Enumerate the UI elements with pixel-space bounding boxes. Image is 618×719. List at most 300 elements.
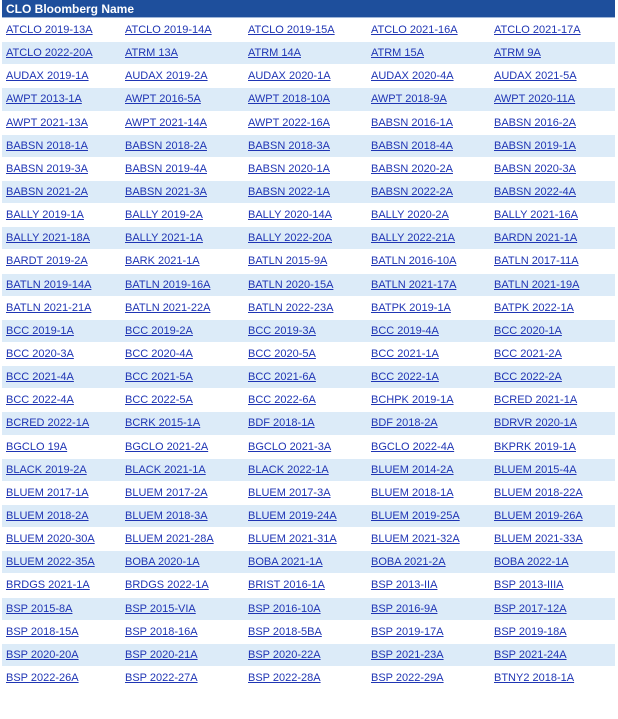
table-cell xyxy=(121,180,244,203)
table-cell xyxy=(490,227,615,250)
table-row xyxy=(2,481,615,504)
table-row xyxy=(2,666,615,689)
clo-name-link[interactable]: BLUEM 2019-25A xyxy=(371,510,460,523)
table-cell xyxy=(121,134,244,157)
table-cell xyxy=(367,412,490,435)
clo-name-link[interactable]: BLUEM 2021-31A xyxy=(248,533,337,546)
table-cell xyxy=(2,296,121,319)
table-cell xyxy=(244,250,367,273)
table-cell xyxy=(121,620,244,643)
table-cell xyxy=(2,366,121,389)
clo-name-link[interactable]: BALLY 2021-1A xyxy=(125,232,203,245)
clo-name-link[interactable]: BOBA 2020-1A xyxy=(125,556,200,569)
table-cell xyxy=(121,157,244,180)
clo-name-link[interactable]: BALLY 2019-2A xyxy=(125,209,203,222)
clo-name-link[interactable]: BLUEM 2021-28A xyxy=(125,533,214,546)
table-cell xyxy=(121,204,244,227)
table-cell xyxy=(490,296,615,319)
clo-name-link[interactable]: BLUEM 2015-4A xyxy=(494,463,577,476)
table-row xyxy=(2,574,615,597)
table-cell xyxy=(490,435,615,458)
table-cell xyxy=(244,273,367,296)
clo-name-link[interactable]: BSP 2020-21A xyxy=(125,648,198,661)
table-cell xyxy=(367,227,490,250)
clo-name-link[interactable]: BOBA 2021-2A xyxy=(371,556,446,569)
table-cell xyxy=(121,342,244,365)
table-cell xyxy=(244,342,367,365)
clo-name-link[interactable]: BCC 2019-1A xyxy=(6,324,74,337)
clo-name-link[interactable]: BATLN 2021-22A xyxy=(125,301,211,314)
clo-name-link[interactable]: BLUEM 2018-22A xyxy=(494,486,583,499)
table-cell xyxy=(367,111,490,134)
clo-name-link[interactable]: BSP 2022-26A xyxy=(6,672,79,684)
clo-name-link[interactable]: BDF 2018-1A xyxy=(248,417,315,430)
clo-name-link[interactable]: BGCLO 19A xyxy=(6,440,68,453)
clo-name-link[interactable]: AWPT 2022-16A xyxy=(248,116,330,129)
table-cell xyxy=(244,458,367,481)
table-cell xyxy=(244,88,367,111)
clo-name-link[interactable]: BRIST 2016-1A xyxy=(248,579,325,592)
clo-name-table xyxy=(2,18,615,690)
table-row xyxy=(2,134,615,157)
clo-name-link[interactable]: BABSN 2020-1A xyxy=(248,162,330,175)
table-cell xyxy=(490,157,615,180)
table-cell xyxy=(367,250,490,273)
clo-name-link[interactable]: BLUEM 2020-30A xyxy=(6,533,95,546)
clo-name-link[interactable]: ATRM 9A xyxy=(494,47,541,60)
clo-name-link[interactable]: BSP 2013-IIIA xyxy=(494,579,564,592)
table-cell xyxy=(244,551,367,574)
clo-name-link[interactable]: BSP 2021-23A xyxy=(371,648,444,661)
clo-name-link[interactable]: BCC 2020-1A xyxy=(494,324,562,337)
clo-name-link[interactable]: BLUEM 2021-32A xyxy=(371,533,460,546)
table-cell xyxy=(367,620,490,643)
table-cell xyxy=(121,111,244,134)
table-row xyxy=(2,296,615,319)
table-cell xyxy=(244,528,367,551)
clo-name-link[interactable]: BCC 2021-2A xyxy=(494,348,562,361)
table-cell xyxy=(121,504,244,527)
table-cell xyxy=(490,19,615,42)
clo-name-link[interactable]: BATLN 2020-15A xyxy=(248,278,334,291)
table-cell xyxy=(2,88,121,111)
table-cell xyxy=(121,88,244,111)
table-row xyxy=(2,620,615,643)
table-cell xyxy=(490,643,615,666)
clo-name-link[interactable]: AUDAX 2020-4A xyxy=(371,70,454,83)
table-cell xyxy=(244,597,367,620)
clo-name-link[interactable]: BLACK 2019-2A xyxy=(6,463,87,476)
clo-name-link[interactable]: BATLN 2019-14A xyxy=(6,278,92,291)
clo-name-link[interactable]: BABSN 2019-1A xyxy=(494,139,576,152)
clo-name-link[interactable]: BSP 2018-5BA xyxy=(248,625,322,638)
clo-name-link[interactable]: BALLY 2020-2A xyxy=(371,209,449,222)
table-cell xyxy=(490,666,615,689)
table-cell xyxy=(121,296,244,319)
table-cell xyxy=(244,65,367,88)
table-cell xyxy=(490,366,615,389)
clo-name-link[interactable]: AWPT 2016-5A xyxy=(125,93,201,106)
clo-name-link[interactable]: BSP 2022-27A xyxy=(125,672,198,684)
table-cell xyxy=(367,65,490,88)
clo-name-link[interactable]: BLUEM 2019-26A xyxy=(494,510,583,523)
clo-name-link[interactable]: BSP 2020-20A xyxy=(6,648,79,661)
clo-name-link[interactable]: BATLN 2017-11A xyxy=(494,255,579,268)
clo-name-link[interactable]: BCC 2021-1A xyxy=(371,348,439,361)
table-cell xyxy=(2,342,121,365)
clo-name-link[interactable]: BABSN 2022-4A xyxy=(494,186,576,199)
clo-name-link[interactable]: BATLN 2021-17A xyxy=(371,278,457,291)
table-row xyxy=(2,366,615,389)
table-cell xyxy=(490,528,615,551)
table-row xyxy=(2,643,615,666)
clo-name-link[interactable]: BCC 2022-4A xyxy=(6,394,74,407)
table-cell xyxy=(244,319,367,342)
table-cell xyxy=(367,319,490,342)
table-cell xyxy=(121,412,244,435)
table-cell xyxy=(367,42,490,65)
clo-name-link[interactable]: BOBA 2022-1A xyxy=(494,556,569,569)
clo-name-link[interactable]: BALLY 2021-16A xyxy=(494,209,578,222)
clo-name-link[interactable]: BABSN 2019-3A xyxy=(6,162,88,175)
clo-name-link[interactable]: BSP 2015-VIA xyxy=(125,602,196,615)
table-cell xyxy=(367,296,490,319)
table-row xyxy=(2,65,615,88)
table-cell xyxy=(490,65,615,88)
clo-name-link[interactable]: BKPRK 2019-1A xyxy=(494,440,576,453)
table-row xyxy=(2,111,615,134)
table-cell xyxy=(121,551,244,574)
clo-name-link[interactable]: BCC 2020-5A xyxy=(248,348,316,361)
table-cell xyxy=(244,134,367,157)
clo-name-link[interactable]: BCC 2020-3A xyxy=(6,348,74,361)
clo-name-link[interactable]: BALLY 2022-21A xyxy=(371,232,455,245)
table-cell xyxy=(121,227,244,250)
clo-name-link[interactable]: BCC 2022-5A xyxy=(125,394,193,407)
table-cell xyxy=(2,157,121,180)
table-cell xyxy=(244,42,367,65)
table-cell xyxy=(2,574,121,597)
table-cell xyxy=(121,481,244,504)
clo-name-link[interactable]: BABSN 2016-1A xyxy=(371,116,453,129)
clo-name-link[interactable]: BABSN 2018-2A xyxy=(125,139,207,152)
clo-name-link[interactable]: BSP 2022-28A xyxy=(248,672,321,684)
clo-name-link[interactable]: AWPT 2018-10A xyxy=(248,93,330,106)
clo-name-link[interactable]: BLACK 2021-1A xyxy=(125,463,206,476)
table-cell xyxy=(2,42,121,65)
table-cell xyxy=(244,227,367,250)
clo-name-link[interactable]: BSP 2015-8A xyxy=(6,602,73,615)
clo-table-container xyxy=(2,0,615,690)
clo-name-link[interactable]: BSP 2016-10A xyxy=(248,602,321,615)
table-cell xyxy=(367,180,490,203)
table-cell xyxy=(367,389,490,412)
clo-name-link[interactable]: BALLY 2019-1A xyxy=(6,209,84,222)
clo-name-link[interactable]: BLUEM 2017-2A xyxy=(125,486,208,499)
clo-name-link[interactable]: ATCLO 2019-13A xyxy=(6,24,93,37)
table-cell xyxy=(367,204,490,227)
clo-name-link[interactable]: BSP 2019-17A xyxy=(371,625,444,638)
table-cell xyxy=(490,273,615,296)
table-cell xyxy=(367,458,490,481)
clo-name-link[interactable]: BSP 2016-9A xyxy=(371,602,438,615)
clo-name-link[interactable]: BSP 2018-15A xyxy=(6,625,79,638)
clo-name-link[interactable]: BSP 2022-29A xyxy=(371,672,444,684)
table-header: CLO Bloomberg Name xyxy=(2,0,615,18)
clo-name-link[interactable]: BRDGS 2022-1A xyxy=(125,579,209,592)
clo-name-link[interactable]: BATLN 2021-21A xyxy=(6,301,92,314)
table-cell xyxy=(2,666,121,689)
clo-name-link[interactable]: BCC 2021-4A xyxy=(6,371,74,384)
clo-name-link[interactable]: BATPK 2019-1A xyxy=(371,301,451,314)
table-cell xyxy=(490,134,615,157)
clo-name-link[interactable]: BATLN 2022-23A xyxy=(248,301,334,314)
table-cell xyxy=(244,481,367,504)
clo-name-link[interactable]: ATRM 13A xyxy=(125,47,178,60)
clo-name-link[interactable]: BSP 2013-IIA xyxy=(371,579,438,592)
table-cell xyxy=(367,528,490,551)
clo-name-link[interactable]: AUDAX 2020-1A xyxy=(248,70,331,83)
table-cell xyxy=(244,643,367,666)
table-body xyxy=(2,19,615,690)
table-cell xyxy=(2,180,121,203)
table-row xyxy=(2,319,615,342)
clo-name-link[interactable]: BARDT 2019-2A xyxy=(6,255,88,268)
clo-name-link[interactable]: BTNY2 2018-1A xyxy=(494,672,575,684)
table-cell xyxy=(2,620,121,643)
clo-name-link[interactable]: BLACK 2022-1A xyxy=(248,463,329,476)
clo-name-link[interactable]: BATPK 2022-1A xyxy=(494,301,574,314)
table-row xyxy=(2,458,615,481)
clo-name-link[interactable]: BRDGS 2021-1A xyxy=(6,579,90,592)
table-cell xyxy=(490,111,615,134)
table-cell xyxy=(490,412,615,435)
table-cell xyxy=(2,551,121,574)
table-row xyxy=(2,389,615,412)
clo-name-link[interactable]: BABSN 2022-1A xyxy=(248,186,330,199)
table-cell xyxy=(367,88,490,111)
table-cell xyxy=(490,342,615,365)
table-cell xyxy=(121,250,244,273)
clo-name-link[interactable]: BOBA 2021-1A xyxy=(248,556,323,569)
clo-name-link[interactable]: BCC 2022-1A xyxy=(371,371,439,384)
table-cell xyxy=(2,643,121,666)
table-cell xyxy=(367,551,490,574)
clo-name-link[interactable]: BARDN 2021-1A xyxy=(494,232,578,245)
clo-name-link[interactable]: BCHPK 2019-1A xyxy=(371,394,454,407)
table-cell xyxy=(490,88,615,111)
table-cell xyxy=(244,435,367,458)
clo-name-link[interactable]: BALLY 2021-18A xyxy=(6,232,90,245)
clo-name-link[interactable]: BALLY 2020-14A xyxy=(248,209,332,222)
clo-name-link[interactable]: BCC 2022-6A xyxy=(248,394,316,407)
clo-name-link[interactable]: BARK 2021-1A xyxy=(125,255,200,268)
table-cell xyxy=(244,620,367,643)
clo-name-link[interactable]: BDF 2018-2A xyxy=(371,417,438,430)
clo-name-link[interactable]: BLUEM 2014-2A xyxy=(371,463,454,476)
clo-name-link[interactable]: BATLN 2015-9A xyxy=(248,255,328,268)
table-row xyxy=(2,227,615,250)
table-cell xyxy=(490,319,615,342)
table-cell xyxy=(2,319,121,342)
table-cell xyxy=(490,551,615,574)
clo-name-link[interactable]: BGCLO 2022-4A xyxy=(371,440,455,453)
clo-name-link[interactable]: BLUEM 2021-33A xyxy=(494,533,583,546)
table-cell xyxy=(121,19,244,42)
table-row xyxy=(2,435,615,458)
clo-name-link[interactable]: BALLY 2022-20A xyxy=(248,232,332,245)
table-cell xyxy=(2,597,121,620)
clo-name-link[interactable]: BSP 2021-24A xyxy=(494,648,567,661)
table-cell xyxy=(490,204,615,227)
table-cell xyxy=(244,157,367,180)
clo-name-link[interactable]: BABSN 2020-2A xyxy=(371,162,453,175)
clo-name-link[interactable]: BGCLO 2021-3A xyxy=(248,440,332,453)
clo-name-link[interactable]: BABSN 2020-3A xyxy=(494,162,576,175)
clo-name-link[interactable]: BLUEM 2018-3A xyxy=(125,510,208,523)
table-row xyxy=(2,412,615,435)
clo-name-link[interactable]: BABSN 2018-4A xyxy=(371,139,453,152)
clo-name-link[interactable]: BCRED 2022-1A xyxy=(6,417,90,430)
table-cell xyxy=(490,389,615,412)
table-cell xyxy=(367,597,490,620)
clo-name-link[interactable]: BDRVR 2020-1A xyxy=(494,417,577,430)
clo-name-link[interactable]: BCC 2021-5A xyxy=(125,371,193,384)
table-cell xyxy=(367,504,490,527)
clo-name-link[interactable]: BATLN 2016-10A xyxy=(371,255,457,268)
clo-name-link[interactable]: AWPT 2020-11A xyxy=(494,93,576,106)
clo-name-link[interactable]: BCRK 2015-1A xyxy=(125,417,201,430)
clo-name-link[interactable]: BATLN 2019-16A xyxy=(125,278,211,291)
clo-name-link[interactable]: AUDAX 2019-2A xyxy=(125,70,208,83)
clo-name-link[interactable]: BABSN 2016-2A xyxy=(494,116,576,129)
clo-name-link[interactable]: BGCLO 2021-2A xyxy=(125,440,209,453)
clo-name-link[interactable]: BABSN 2021-3A xyxy=(125,186,207,199)
table-cell xyxy=(2,134,121,157)
table-cell xyxy=(244,389,367,412)
table-cell xyxy=(121,643,244,666)
clo-name-link[interactable]: BSP 2020-22A xyxy=(248,648,321,661)
clo-name-link[interactable]: BCC 2019-3A xyxy=(248,324,316,337)
table-cell xyxy=(121,389,244,412)
table-cell xyxy=(2,412,121,435)
table-row xyxy=(2,180,615,203)
table-cell xyxy=(2,273,121,296)
clo-name-link[interactable]: BLUEM 2018-1A xyxy=(371,486,454,499)
clo-name-link[interactable]: ATCLO 2021-17A xyxy=(494,24,581,37)
table-cell xyxy=(367,342,490,365)
table-cell xyxy=(2,504,121,527)
table-cell xyxy=(2,250,121,273)
clo-name-link[interactable]: ATCLO 2022-20A xyxy=(6,47,93,60)
table-cell xyxy=(2,528,121,551)
table-cell xyxy=(2,227,121,250)
table-cell xyxy=(121,597,244,620)
clo-name-link[interactable]: AWPT 2018-9A xyxy=(371,93,447,106)
table-row xyxy=(2,204,615,227)
clo-name-link[interactable]: BCRED 2021-1A xyxy=(494,394,578,407)
table-cell xyxy=(490,180,615,203)
table-cell xyxy=(244,504,367,527)
table-cell xyxy=(244,111,367,134)
table-cell xyxy=(367,666,490,689)
table-row xyxy=(2,273,615,296)
table-cell xyxy=(490,481,615,504)
table-cell xyxy=(2,204,121,227)
clo-name-link[interactable]: AUDAX 2019-1A xyxy=(6,70,89,83)
clo-name-link[interactable]: BSP 2017-12A xyxy=(494,602,567,615)
table-row xyxy=(2,19,615,42)
clo-name-link[interactable]: BCC 2022-2A xyxy=(494,371,562,384)
table-cell xyxy=(244,296,367,319)
table-cell xyxy=(2,481,121,504)
table-cell xyxy=(244,204,367,227)
table-cell xyxy=(121,458,244,481)
table-cell xyxy=(367,157,490,180)
clo-name-link[interactable]: AUDAX 2021-5A xyxy=(494,70,577,83)
table-cell xyxy=(367,134,490,157)
table-row xyxy=(2,88,615,111)
table-cell xyxy=(244,412,367,435)
table-cell xyxy=(490,42,615,65)
clo-name-link[interactable]: BLUEM 2022-35A xyxy=(6,556,95,569)
clo-name-link[interactable]: BLUEM 2017-1A xyxy=(6,486,89,499)
table-row xyxy=(2,157,615,180)
table-row xyxy=(2,528,615,551)
clo-name-link[interactable]: BSP 2018-16A xyxy=(125,625,198,638)
table-cell xyxy=(490,458,615,481)
clo-name-link[interactable]: AWPT 2021-13A xyxy=(6,116,88,129)
table-cell xyxy=(367,273,490,296)
clo-name-link[interactable]: BATLN 2021-19A xyxy=(494,278,580,291)
clo-name-link[interactable]: ATRM 15A xyxy=(371,47,424,60)
clo-name-link[interactable]: ATCLO 2021-16A xyxy=(371,24,458,37)
clo-name-link[interactable]: BABSN 2021-2A xyxy=(6,186,88,199)
clo-name-link[interactable]: BCC 2019-2A xyxy=(125,324,193,337)
table-cell xyxy=(2,19,121,42)
clo-name-link[interactable]: ATCLO 2019-15A xyxy=(248,24,335,37)
table-cell xyxy=(244,666,367,689)
table-cell xyxy=(121,528,244,551)
clo-name-link[interactable]: BABSN 2018-1A xyxy=(6,139,88,152)
table-row xyxy=(2,42,615,65)
clo-name-link[interactable]: ATCLO 2019-14A xyxy=(125,24,212,37)
clo-name-link[interactable]: BABSN 2019-4A xyxy=(125,162,207,175)
clo-name-link[interactable]: AWPT 2021-14A xyxy=(125,116,207,129)
table-cell xyxy=(490,574,615,597)
table-row xyxy=(2,250,615,273)
table-cell xyxy=(121,319,244,342)
clo-name-link[interactable]: BABSN 2018-3A xyxy=(248,139,330,152)
clo-name-link[interactable]: BCC 2019-4A xyxy=(371,324,439,337)
clo-name-link[interactable]: BLUEM 2019-24A xyxy=(248,510,337,523)
clo-name-link[interactable]: BSP 2019-18A xyxy=(494,625,567,638)
table-cell xyxy=(2,111,121,134)
clo-name-link[interactable]: BLUEM 2018-2A xyxy=(6,510,89,523)
clo-name-link[interactable]: BLUEM 2017-3A xyxy=(248,486,331,499)
table-cell xyxy=(367,19,490,42)
table-cell xyxy=(367,643,490,666)
clo-name-link[interactable]: BCC 2021-6A xyxy=(248,371,316,384)
clo-name-link[interactable]: ATRM 14A xyxy=(248,47,301,60)
clo-name-link[interactable]: AWPT 2013-1A xyxy=(6,93,82,106)
clo-name-link[interactable]: BCC 2020-4A xyxy=(125,348,193,361)
table-cell xyxy=(2,435,121,458)
table-row xyxy=(2,504,615,527)
table-cell xyxy=(121,574,244,597)
table-row xyxy=(2,342,615,365)
clo-name-link[interactable]: BABSN 2022-2A xyxy=(371,186,453,199)
